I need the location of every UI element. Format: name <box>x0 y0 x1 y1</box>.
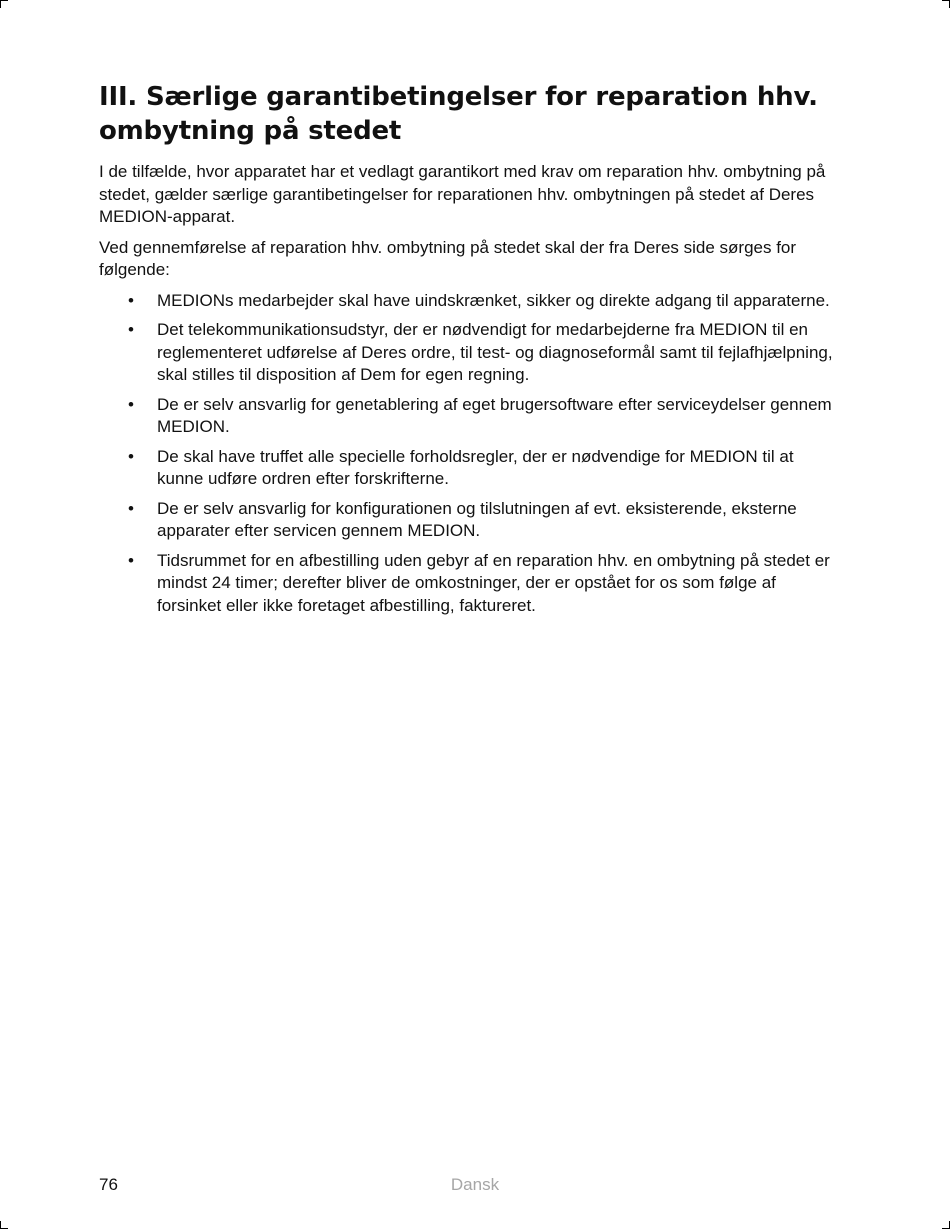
list-item-text: Tidsrummet for en afbestilling uden gebyr af en reparation hhv. en ombytning på stedet er mindst 24 timer; derefter bliver de omkostninger, der er opstået for os som følge af forsinket eller ikke foretaget afbestilling, faktureret. <box>157 550 830 615</box>
list-item-text: MEDIONs medarbejder skal have uindskrænket, sikker og direkte adgang til apparaterne. <box>157 290 830 310</box>
bullet-icon: • <box>128 498 134 518</box>
bullet-icon: • <box>128 320 134 339</box>
list-item <box>99 319 844 387</box>
list-item-text: Det telekommunikationsudstyr, der er nødvendigt for medarbejderne fra MEDION til en reglementeret udførelse af Deres ordre, til test- og diagnoseformål samt til fejlafhjælpning, skal stilles til disposition af Dem for egen regning. <box>157 320 833 384</box>
requirements-list <box>99 290 844 618</box>
bullet-icon: • <box>128 290 134 310</box>
heading-line-2: ombytning på stedet <box>99 116 402 146</box>
bullet-icon: • <box>128 550 134 570</box>
crop-mark <box>0 1221 1 1229</box>
list-item <box>99 290 844 313</box>
page-number: 76 <box>99 1175 118 1194</box>
heading-line-1: III. Særlige garantibetingelser for reparation hhv. <box>99 82 818 112</box>
page-content <box>99 80 844 624</box>
list-item <box>99 394 844 439</box>
crop-mark <box>0 0 8 1</box>
requirements-paragraph: Ved gennemførelse af reparation hhv. ombytning på stedet skal der fra Deres side sørges for følgende: <box>99 237 797 279</box>
list-item <box>99 446 844 491</box>
footer-language: Dansk <box>450 1175 500 1194</box>
bullet-icon: • <box>128 394 134 414</box>
crop-mark <box>0 0 1 8</box>
section-heading <box>99 80 844 148</box>
list-item <box>99 550 844 618</box>
list-item-text: De skal have truffet alle specielle forholdsregler, der er nødvendige for MEDION til at kunne udføre ordren efter forskrifterne. <box>157 446 794 488</box>
list-item <box>99 498 844 543</box>
bullet-icon: • <box>128 446 134 466</box>
intro-paragraph: I de tilfælde, hvor apparatet har et vedlagt garantikort med krav om reparation hhv. ombytning på stedet, gælder særlige garantibetingelser for reparationen hhv. ombytningen på stedet af Deres MEDION-apparat. <box>99 162 826 226</box>
list-item-text: De er selv ansvarlig for konfigurationen og tilslutningen af evt. eksisterende, eksterne apparater efter servicen gennem MEDION. <box>157 498 797 540</box>
list-item-text: De er selv ansvarlig for genetablering af eget brugersoftware efter serviceydelser gennem MEDION. <box>157 394 832 436</box>
